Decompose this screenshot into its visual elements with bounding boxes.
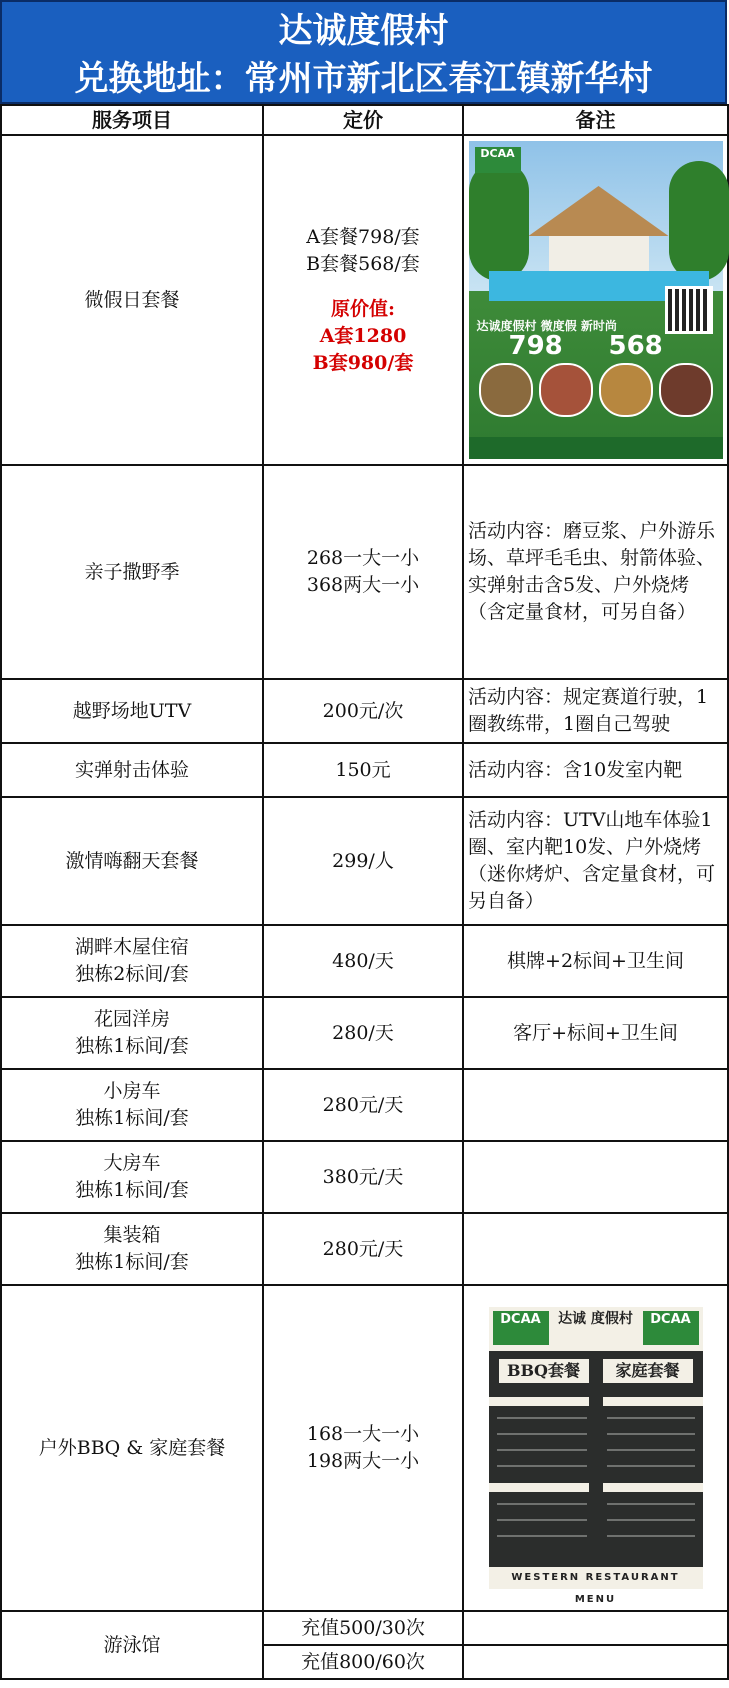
table-row (1, 925, 728, 997)
col-header-price: 定价 (263, 105, 463, 135)
service-line: 独栋2标间/套 (75, 963, 189, 985)
note-cell (463, 1285, 728, 1611)
menu-section-bar (489, 1483, 589, 1492)
price-cell: 380元/天 (263, 1141, 463, 1213)
service-line: 独栋1标间/套 (75, 1035, 189, 1057)
price-cell: 480/天 (263, 925, 463, 997)
original-value-label: 原价值: (330, 297, 395, 320)
menu-item-line (607, 1449, 695, 1451)
col-header-service: 服务项目 (1, 105, 263, 135)
service-line: 独栋1标间/套 (75, 1179, 189, 1201)
service-line: 小房车 (103, 1080, 161, 1102)
bbq-menu-poster (489, 1307, 703, 1605)
price-cell: 充值500/30次 (263, 1611, 463, 1645)
poster-price-b: 568 (608, 331, 663, 361)
page-header (0, 0, 727, 104)
table-row (1, 997, 728, 1069)
activity-photo (479, 363, 533, 417)
menu-item-line (607, 1535, 695, 1537)
dcaa-logo: DCAA (643, 1311, 699, 1345)
table-row (1, 679, 728, 743)
menu-section-bar (603, 1397, 703, 1406)
service-cell (1, 1141, 263, 1213)
price-line: 368两大一小 (306, 574, 420, 596)
menu-item-line (607, 1465, 695, 1467)
service-cell: 微假日套餐 (1, 135, 263, 465)
activity-photo (599, 363, 653, 417)
price-line: B套餐568/套 (306, 252, 420, 275)
note-cell (463, 1611, 728, 1645)
note-cell: 活动内容：规定赛道行驶，1圈教练带，1圈自己驾驶 (463, 679, 728, 743)
hut-wall-image (549, 236, 649, 276)
note-cell (463, 1141, 728, 1213)
menu-item-line (497, 1465, 587, 1467)
note-cell: 客厅+标间+卫生间 (463, 997, 728, 1069)
dcaa-logo: DCAA (493, 1311, 549, 1345)
price-line: A套餐798/套 (306, 225, 420, 248)
menu-footer: WESTERN RESTAURANT MENU (489, 1567, 703, 1589)
table-row (1, 135, 728, 465)
resort-promo-poster (469, 141, 723, 459)
service-cell: 游泳馆 (1, 1611, 263, 1679)
menu-item-line (497, 1519, 587, 1521)
service-cell (1, 1069, 263, 1141)
service-cell: 户外BBQ & 家庭套餐 (1, 1285, 263, 1611)
table-header-row (1, 105, 728, 135)
price-table (0, 104, 729, 1680)
table-row (1, 1611, 728, 1645)
note-cell (463, 135, 728, 465)
table-row (1, 1213, 728, 1285)
service-cell: 亲子撒野季 (1, 465, 263, 679)
menu-section-bar (603, 1483, 703, 1492)
service-cell: 越野场地UTV (1, 679, 263, 743)
price-cell: 299/人 (263, 797, 463, 925)
dcaa-logo: DCAA (475, 147, 521, 173)
service-cell (1, 925, 263, 997)
resort-title: 达诚度假村 (278, 11, 449, 51)
price-line: 168一大一小 (306, 1423, 420, 1445)
family-tab: 家庭套餐 (603, 1359, 693, 1383)
price-cell: 150元 (263, 743, 463, 797)
service-cell: 激情嗨翻天套餐 (1, 797, 263, 925)
menu-item-line (497, 1449, 587, 1451)
menu-item-line (497, 1503, 587, 1505)
table-row (1, 797, 728, 925)
note-cell (463, 1069, 728, 1141)
menu-item-line (607, 1503, 695, 1505)
menu-item-line (497, 1433, 587, 1435)
price-cell: 充值800/60次 (263, 1645, 463, 1679)
note-cell: 活动内容：磨豆浆、户外游乐场、草坪毛毛虫、射箭体验、实弹射击含5发、户外烧烤（含定量食材，可另自备） (463, 465, 728, 679)
palm-tree-image (669, 161, 729, 281)
menu-item-line (607, 1433, 695, 1435)
poster-footer (469, 437, 723, 459)
col-header-note: 备注 (463, 105, 728, 135)
price-cell: 280元/天 (263, 1069, 463, 1141)
service-cell (1, 997, 263, 1069)
bbq-tab: BBQ套餐 (499, 1359, 589, 1383)
menu-title: 达诚 度假村 (558, 1311, 633, 1327)
note-cell: 棋牌+2标间+卫生间 (463, 925, 728, 997)
service-line: 集装箱 (103, 1224, 161, 1246)
price-line: 268一大一小 (306, 547, 420, 569)
exchange-address: 兑换地址：常州市新北区春江镇新华村 (74, 59, 653, 99)
palm-tree-image (469, 161, 529, 281)
note-cell: 活动内容：含10发室内靶 (463, 743, 728, 797)
table-row (1, 743, 728, 797)
menu-item-line (497, 1417, 587, 1419)
price-cell: 280元/天 (263, 1213, 463, 1285)
table-row (1, 1069, 728, 1141)
original-value-line: A套1280 (319, 324, 407, 347)
table-row (1, 1141, 728, 1213)
menu-item-line (607, 1417, 695, 1419)
price-cell (263, 135, 463, 465)
service-line: 独栋1标间/套 (75, 1107, 189, 1129)
service-line: 大房车 (103, 1152, 161, 1174)
price-cell (263, 465, 463, 679)
price-cell: 200元/次 (263, 679, 463, 743)
poster-price-a: 798 (508, 331, 563, 361)
service-line: 花园洋房 (93, 1008, 170, 1030)
price-cell: 280/天 (263, 997, 463, 1069)
original-value-line: B套980/套 (312, 351, 414, 374)
note-cell (463, 1213, 728, 1285)
activity-photo (659, 363, 713, 417)
service-line: 湖畔木屋住宿 (74, 936, 189, 958)
menu-section-bar (489, 1397, 589, 1406)
service-line: 独栋1标间/套 (75, 1251, 189, 1273)
price-cell (263, 1285, 463, 1611)
service-cell: 实弹射击体验 (1, 743, 263, 797)
price-line: 198两大一小 (306, 1450, 420, 1472)
service-cell (1, 1213, 263, 1285)
table-row (1, 465, 728, 679)
note-cell: 活动内容：UTV山地车体验1圈、室内靶10发、户外烧烤（迷你烤炉、含定量食材，可另自备） (463, 797, 728, 925)
note-cell (463, 1645, 728, 1679)
menu-item-line (607, 1519, 695, 1521)
activity-photo (539, 363, 593, 417)
menu-item-line (497, 1535, 587, 1537)
poster-tagline: 达诚度假村 微度假 新时尚 (476, 319, 617, 333)
table-row (1, 1285, 728, 1611)
qr-code-icon (665, 286, 713, 334)
